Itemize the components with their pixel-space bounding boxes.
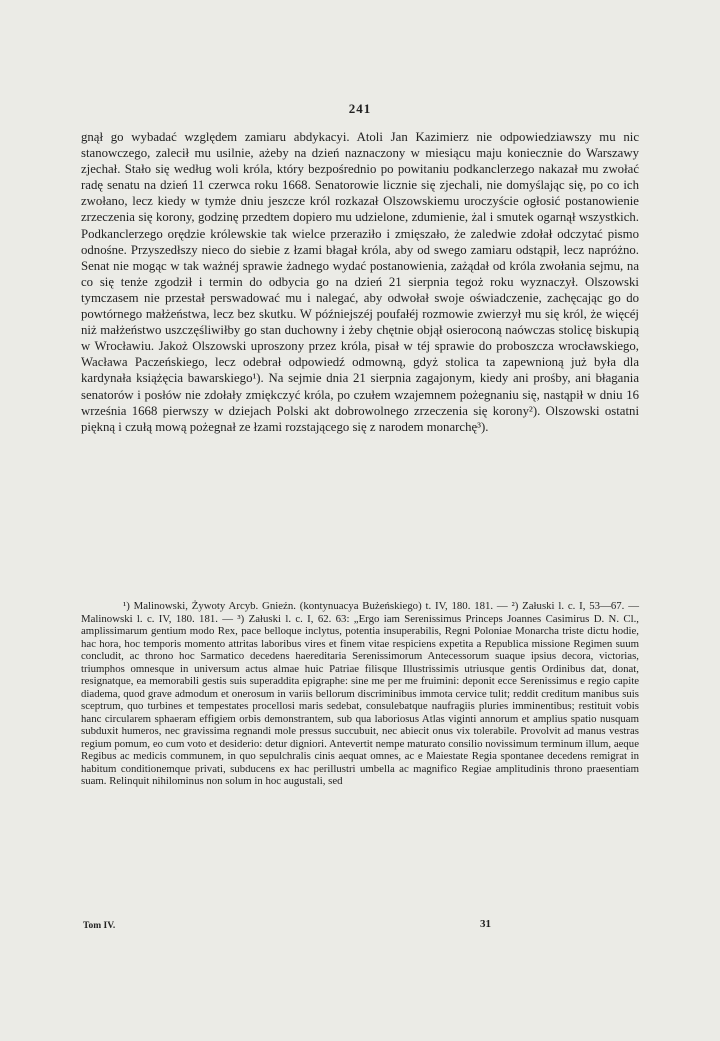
footnotes [81, 600, 639, 788]
signature-volume-mark: Tom IV. [83, 921, 116, 931]
body-paragraph: gnął go wybadać względem zamiaru abdykacyi. Atoli Jan Kazimierz nie odpowiedziawszy mu nic stanowczego, zalecił mu usilnie, ażeby na dzień naznaczony w miesiącu maju koniecznie do Warszawy zjechał. Stało się według woli króla, który bezpośrednio po powitaniu podkanclerzego nakazał mu zwołać radę senatu na dzień 11 czerwca roku 1668. Senatorowie licznie się zjechali, nie domyślając się, po co ich zwołano, lecz kiedy w tymże dniu jeszcze król rozkazał Olszowskiemu uroczyście ogłosić postanowienie zrzeczenia się korony, godzinę przedtem dopiero mu udzielone, zdumienie, żal i smutek ogarnął wszystkich. Podkanclerzego orędzie królewskie tak wielce przeraziło i zmięszało, że zaledwie zdołał odczytać pismo odnośne. Przyszedłszy nieco do siebie z łzami błagał króla, aby od swego zamiaru odstąpił, lecz napróżno. Senat nie mogąc w tak ważnéj sprawie żadnego wydać postanowienia, zażądał od króla zwołania sejmu, na co się tenże zgodził i termin do odbycia go na dzień 21 sierpnia tegoż roku wyznaczył. Olszowski tymczasem nie przestał perswadować mu i nalegać, aby odwołał swoje oświadczenie, zachęcając go do powtórnego małżeństwa, lecz bez skutku. W późniejszéj poufałéj rozmowie zwierzył mu się król, że więcéj niż małżeństwo uszczęśliwiłby go stan duchowny i żeby chętnie objął osieroconą naówczas stolicę biskupią w Wrocławiu. Jakoż Olszowski uproszony przez króla, pisał w téj sprawie do proboszcza wrocławskiego, Wacława Paczeńskiego, lecz odebrał odpowiedź odmowną, gdyż stolica ta zapewnioną już była dla kardynała książęcia bawarskiego¹). Na sejmie dnia 21 sierpnia zagajonym, kiedy ani prośby, ani błagania senatorów i posłów nie zdołały zmiękczyć króla, po czułem wzajemnem pożegnaniu się, nastąpił w dniu 16 września 1668 pierwszy w dziejach Polski akt dobrowolnego zrzeczenia się korony²). Olszowski ostatni piękną i czułą mową pożegnał ze łzami rozstającego się z narodem monarchę³). [81, 130, 639, 434]
footnote-text: ¹) Malinowski, Żywoty Arcyb. Gnieźn. (kontynuacya Bużeńskiego) t. IV, 180. 181. — ²) Załuski l. c. I, 53—67. — Malinowski l. c. IV, 180. 181. — ³) Załuski l. c. I, 62. 63: „Ergo iam Serenissimus Princeps Joannes Casimirus D. N. Cl., amplissimarum gentium modo Rex, pace belloque inclytus, potentia insuperabilis, Regni Poloniae Monarcha triste dictu hodie, hac hora, hoc temporis momento attritas laboribus vires et finem vitae respiciens expetita a Republica missione Regimen suum concludit, ac throno hoc Sarmatico decedens haereditaria Serenissimorum Antecessorum suaque ipsius decora, victorias, triumphos omnesque in universum actus almae huic Patriae filisque Illustrissimis utriusque gentis Ordinibus dat, donat, resignatque, ea memorabili gestis suis superaddita epigraphe: sine me per me fruimini: deponit ecce Serenissimus e regio capite diadema, quod grave admodum et onerosum in variis bellorum discriminibus immota cervice tulit; reddit creditum manibus suis sceptrum, quo turbines et tempestates procellosi maris sedebat, consulebatque naufragiis pluries imminentibus; restituit vobis hanc circularem sphaeram effigiem orbis demonstrantem, sub qua laboriosus Atlas viginti annorum et amplius spatio nusquam subduxit humeros, nec gravissima regnandi mole pressus succubuit, nec abiecit onus vix tolerabile. Provolvit ad manus vestras regium pomum, eo cum voto et desiderio: detur digniori. Antevertit nempe maturato consilio novissimum terminum illum, aeque Regibus ac medicis communem, in quo sepulchralis cinis aequat omnes, ac e Maiestate Regia spontanee decedens remigrat in habitum conditionemque privati, subducens ex hac perillustri umbella ac magnifico Regiae amplitudinis throno praesentiam suam. Relinquit nihilominus non solum in hoc augustali, sed [81, 600, 639, 787]
page-number: 241 [348, 101, 372, 116]
signature-sheet-number: 31 [480, 918, 491, 930]
